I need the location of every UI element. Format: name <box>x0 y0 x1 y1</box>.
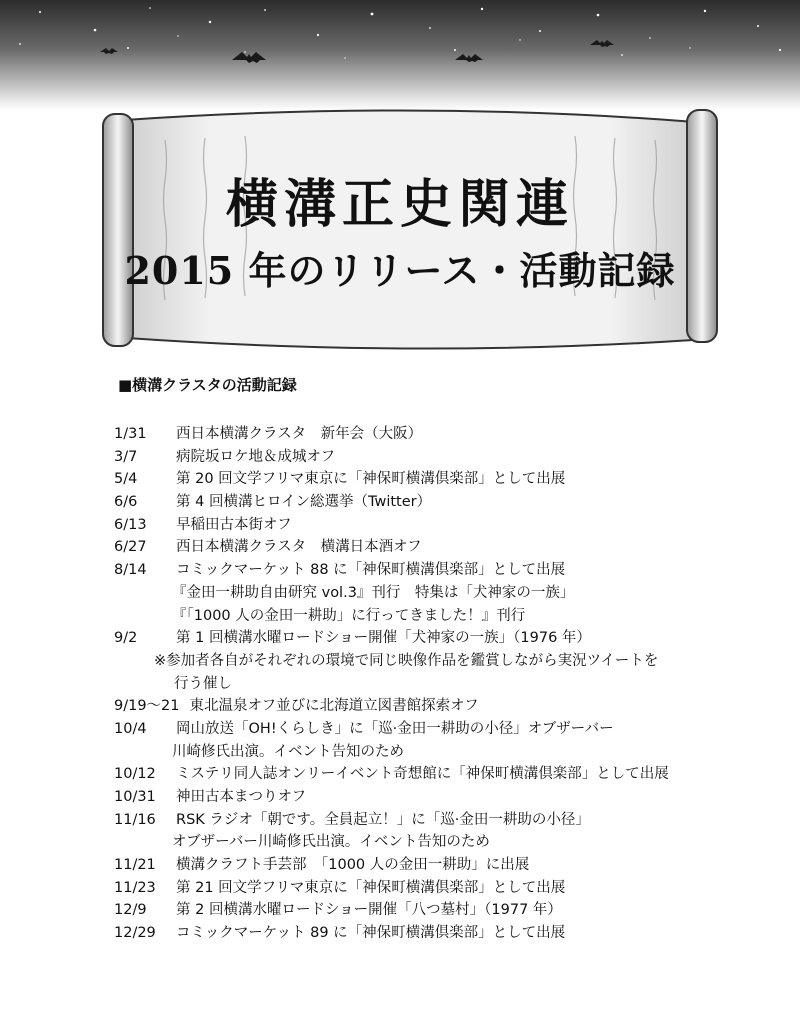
entry-text: 神田古本まつりオフ <box>176 789 307 805</box>
entry-text: 第 21 回文学フリマ東京に「神保町横溝倶楽部」として出展 <box>176 879 566 896</box>
entry-text: 東北温泉オフ並びに北海道立図書館探索オフ <box>189 698 479 715</box>
banner-subtitle: 2015 年のリリース・活動記録 <box>124 248 676 293</box>
entry-note: ※参加者各自がそれぞれの環境で同じ映像作品を鑑賞しながら実況ツイートを <box>154 652 659 669</box>
entry-text: ミステリ同人誌オンリーイベント奇想館に「神保町横溝倶楽部」として出展 <box>176 766 669 783</box>
log-entry <box>114 786 754 809</box>
entry-text: コミックマーケット 88 に「神保町横溝倶楽部」として出展 <box>176 562 566 579</box>
entry-date: 6/6 <box>114 494 138 511</box>
entry-date: 6/13 <box>114 516 147 533</box>
log-entry <box>114 559 754 582</box>
entry-date: 3/7 <box>114 448 138 465</box>
log-entry <box>114 446 754 469</box>
entry-date: 6/27 <box>114 539 147 556</box>
entry-note: 行う催し <box>174 675 232 692</box>
entry-continuation: 『金田一耕助自由研究 vol.3』刊行 特集は「犬神家の一族」 <box>172 584 575 601</box>
log-entry <box>114 718 754 741</box>
entry-text: 西日本横溝クラスタ 新年会（大阪） <box>176 426 423 442</box>
entry-text: 病院坂ロケ地＆成城オフ <box>176 448 336 465</box>
entry-date: 9/2 <box>114 630 138 647</box>
log-entry <box>114 877 754 900</box>
entry-date: 12/9 <box>114 902 147 919</box>
log-entry <box>114 695 754 718</box>
log-entry <box>114 899 754 922</box>
entry-date: 5/4 <box>114 471 138 488</box>
entry-date: 11/21 <box>114 857 156 874</box>
entry-text: 第 4 回横溝ヒロイン総選挙（Twitter） <box>176 494 432 511</box>
entry-text: 早稲田古本街オフ <box>176 516 292 533</box>
log-entry <box>114 536 754 559</box>
entry-date: 11/16 <box>114 811 156 828</box>
log-entry <box>114 423 754 446</box>
log-entry <box>114 514 754 537</box>
night-sky-banner <box>0 0 800 110</box>
entry-date: 10/12 <box>114 766 156 783</box>
banner-title: 横溝正史関連 <box>225 174 574 235</box>
entry-date: 12/29 <box>114 925 156 942</box>
entry-continuation: 『「1000 人の金田一耕助」に行ってきました！』刊行 <box>172 607 526 624</box>
log-entry <box>114 627 754 650</box>
entry-date: 1/31 <box>114 426 147 442</box>
entry-continuation: 川崎修氏出演。イベント告知のため <box>172 743 404 760</box>
entry-date: 8/14 <box>114 562 147 579</box>
log-entry <box>114 809 754 832</box>
entry-text: 第 1 回横溝水曜ロードショー開催「犬神家の一族」（1976 年） <box>176 630 591 647</box>
entry-text: 第 20 回文学フリマ東京に「神保町横溝倶楽部」として出展 <box>176 471 566 488</box>
entry-date: 10/31 <box>114 789 156 805</box>
entry-text: 横溝クラフト手芸部 「1000 人の金田一耕助」に出展 <box>176 857 530 874</box>
entry-text: 岡山放送「OH!くらしき」に「巡·金田一耕助の小径」オブザーバー <box>176 720 614 737</box>
entry-date: 11/23 <box>114 879 156 896</box>
log-entry <box>114 491 754 514</box>
section-heading: ■横溝クラスタの活動記録 <box>118 376 297 394</box>
entry-continuation: オブザーバー川崎修氏出演。イベント告知のため <box>172 834 490 851</box>
log-entry <box>114 854 754 877</box>
entry-text: RSK ラジオ「朝です。全員起立！」に「巡·金田一耕助の小径」 <box>176 811 590 828</box>
log-entry <box>114 922 754 945</box>
entry-date: 9/19〜21 <box>114 698 180 715</box>
entry-text: 西日本横溝クラスタ 横溝日本酒オフ <box>176 539 422 556</box>
log-entry <box>114 763 754 786</box>
entry-text: 第 2 回横溝水曜ロードショー開催「八つ墓村」（1977 年） <box>176 902 562 919</box>
activity-log <box>114 423 754 945</box>
entry-date: 10/4 <box>114 720 147 737</box>
entry-text: コミックマーケット 89 に「神保町横溝倶楽部」として出展 <box>176 925 566 942</box>
log-entry <box>114 468 754 491</box>
